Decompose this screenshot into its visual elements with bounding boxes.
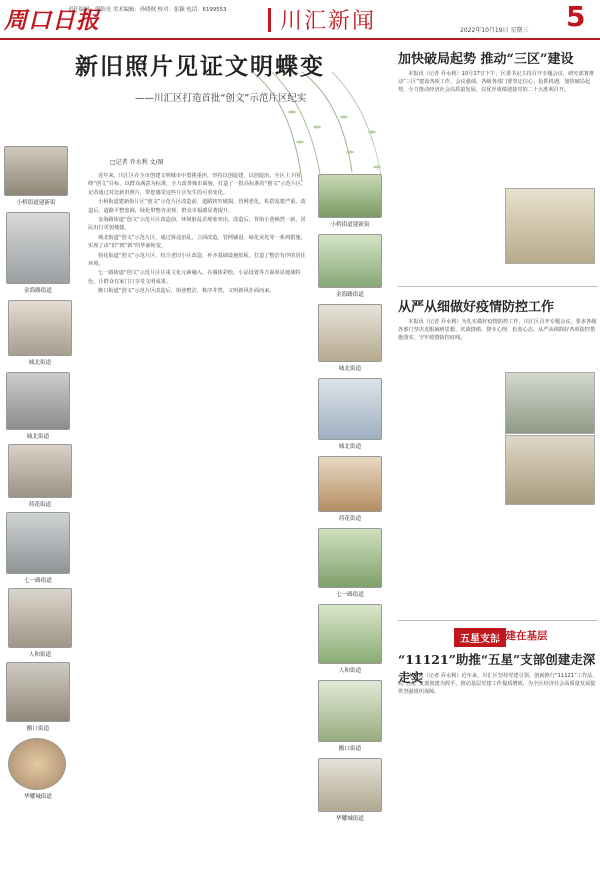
photo-caption: 城北街道 — [338, 444, 362, 450]
photo-caption: 搬口街道 — [338, 746, 362, 752]
photo-old-3 — [8, 300, 72, 356]
paragraph: 金海路街道“创文”示范片区改造前，环境脏乱差现象突出。改造后，背街小巷焕然一新，居民出行更加便捷。 — [88, 217, 306, 232]
editors-line: 责任编辑：郭怡昊 美术编辑：孙晓秋 校对：张颖 电话：6199553 — [68, 7, 227, 13]
masthead — [0, 0, 600, 40]
photo-old-1 — [4, 146, 68, 196]
page-number: 5 — [566, 0, 586, 33]
story2-photo — [505, 372, 595, 434]
photo-old-8 — [6, 662, 70, 722]
photo-new-7 — [318, 604, 382, 664]
story2-photo-2 — [505, 435, 595, 505]
photo-new-1 — [318, 174, 382, 218]
story2-body: 本报讯（记者 乔水利）为扎实做好疫情防控工作，川汇区召开专题会议，要求各级各部门坚决克服麻痹思想、厌战情绪、侥幸心理、松劲心态，从严从细抓好各项防控措施落实，守牢疫情防控底线。 — [398, 319, 597, 342]
photo-new-2 — [318, 234, 382, 288]
photo-caption: 城北街道 — [338, 366, 362, 372]
story-byline: □记者 乔水利 文/图 — [110, 159, 164, 166]
story3-body: 本报讯（记者 乔水利）近年来，川汇区坚持党建引领，创新推行“11121”工作法，以“五星”支部创建为抓手，推动基层党建工作提质增效，为全区经济社会高质量发展提供坚强组织保障。 — [398, 673, 598, 696]
divider — [398, 620, 598, 621]
photo-caption: 人和街道 — [338, 668, 362, 674]
divider — [398, 286, 598, 287]
paragraph: 荷花街道“创文”示范片区，结合老旧小区改造，补齐基础设施短板，打造了整洁有序的居住环境。 — [88, 252, 306, 268]
photo-old-6 — [6, 512, 70, 574]
photo-caption: 小桥街道建新街 — [16, 200, 56, 206]
story-body — [88, 172, 308, 297]
paragraph: 搬口街道“创文”示范片区改造后，街巷整洁，秩序井然，文明新风扑面而来。 — [98, 288, 275, 295]
story-headline: 新旧照片见证文明蝶变 — [75, 53, 325, 80]
story1-headline: 加快破局起势 推动“三区”建设 — [398, 52, 574, 67]
photo-new-4 — [318, 378, 382, 440]
photo-old-9 — [8, 738, 66, 790]
photo-caption: 人和街道 — [28, 652, 52, 658]
section-divider — [268, 8, 271, 32]
photo-caption: 荷花街道 — [338, 516, 362, 522]
photo-caption: 七一路街道 — [24, 578, 52, 584]
paragraph: 近年来，川汇区在全市创建文明城市中勇挑重担，坚持以创促建、以创促治，全区上下围绕“创文”目标，以群众满意为标准，全力改善城市面貌，打造了一批高标准的“创文”示范片区。记者通过对比新旧照片，带您感受这些片区发生的可喜变化。 — [88, 173, 307, 196]
photo-caption: 城北街道 — [26, 434, 50, 440]
photo-caption: 城北街道 — [28, 360, 52, 366]
photo-caption: 荷花街道 — [28, 502, 52, 508]
photo-new-5 — [318, 456, 382, 512]
story3-headline: “11121”助推“五星”支部创建走深走实 — [398, 652, 596, 685]
photo-new-6 — [318, 528, 382, 588]
photo-caption: 华耀城街道 — [24, 794, 52, 800]
photo-caption: 搬口街道 — [26, 726, 50, 732]
issue-date: 2022年10月19日 星期三 — [460, 27, 529, 34]
paragraph: 七一路街道“创文”示范片区注重文化元素融入，在墙体彩绘、小品设置等方面彰显地域特色，让群众在家门口享受文明成果。 — [88, 270, 301, 285]
photo-old-7 — [8, 588, 72, 648]
story-subhead: ——川汇区打造首批“创文”示范片区纪实 — [135, 93, 307, 104]
photo-old-4 — [6, 372, 70, 430]
column-tag: 五星支部 — [454, 628, 506, 647]
paragraph: 城北街道“创文”示范片区，通过拆违治乱、立面改造、管网铺设、绿化美化等一系列措施，实现了由“旧”到“新”的华丽转变。 — [88, 234, 306, 250]
section-name: 川汇新闻 — [280, 9, 377, 34]
story1-body: 本报讯（记者 乔水利）10月17日下午，区委书记主持召开专题会议，研究部署推动“三区”建设各项工作。会议强调，各级各部门要坚定信心、抢抓机遇，加快破局起势，全力推动经济社会高质量发展，以优异成绩迎接党的二十大胜利召开。 — [398, 71, 595, 94]
photo-caption: 金海路街道 — [24, 288, 52, 294]
photo-caption: 金海路街道 — [336, 292, 364, 298]
story2-headline: 从严从细做好疫情防控工作 — [398, 300, 555, 315]
photo-old-2 — [6, 212, 70, 284]
lead-story — [0, 42, 390, 883]
newspaper-logo: 周口日报 — [4, 7, 100, 34]
photo-new-8 — [318, 680, 382, 742]
photo-new-9 — [318, 758, 382, 812]
photo-old-5 — [8, 444, 72, 498]
story1-photo — [505, 188, 595, 264]
photo-caption: 小桥街道建新街 — [330, 222, 370, 228]
photo-caption: 七一路街道 — [336, 592, 364, 598]
paragraph: 小桥街道建新街片区“创文”示范片区改造前，道路狭窄破损，管网老化，私搭乱建严重。改造后，道路平整宽阔，绿化带整齐美观，群众幸福感显著提升。 — [88, 199, 306, 214]
column-tag-rest: 创建在基层 — [495, 630, 548, 642]
photo-new-3 — [318, 304, 382, 362]
photo-caption: 华耀城街道 — [336, 816, 364, 822]
